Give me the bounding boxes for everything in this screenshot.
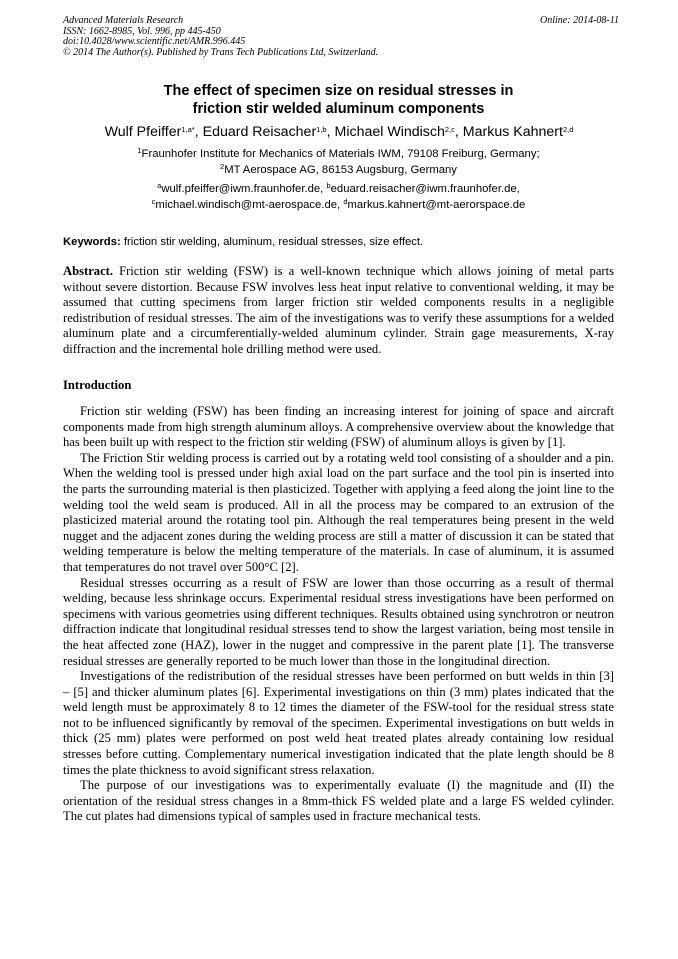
- journal-name: Advanced Materials Research: [63, 15, 184, 26]
- doi-line[interactable]: doi:10.4028/www.scientific.net/AMR.996.445: [63, 36, 246, 47]
- abstract: [63, 264, 614, 358]
- author-name: Eduard Reisacher: [202, 124, 317, 140]
- paper-title: [63, 82, 614, 118]
- paragraph: Investigations of the redistribution of the residual stresses have been performed on butt welds in thin [3] – [5] and thicker aluminum plates [6]. Experimental investigations on thin (3 mm) plates indicated that the weld length must be approximately 8 to 12 times the diameter of the FSW-tool for the residual stress state not to be influenced significantly by removal of the specimen. Experimental investigations on butt welds in thick (25 mm) plates were performed on post weld heat treated plates already containing low residual stresses before cutting. Complementary numerical investigation indicated that the plate length should be 8 times the plate thickness to avoid significant stress relaxation.: [63, 669, 614, 777]
- paragraph: The Friction Stir welding process is carried out by a rotating weld tool consisting of a shoulder and a pin. When the welding tool is pressed under high axial load on the part surface and the tool pin is inserted into the parts the surrounding material is then plasticized. Together with applying a feed along the joint line to the welding tool the weld seam is produced. All in all the process may be compared to an extrusion of the plasticized material around the rotating tool pin. Although the real temperatures being present in the weld nugget and the adjacent zones during the welding process are still a matter of discussion it can be stated that welding temperature is below the melting temperature of the materials. In case of aluminum, it is assumed that temperatures do not travel over 500°C [2].: [63, 450, 614, 574]
- author-list: Wulf Pfeiffer$^{1,a*}$, Eduard Reisacher$^{1,b}$, Michael Windisch$^{2,c}$, Markus Kahnert$^{2,d}$: [104, 124, 574, 140]
- paragraph: Residual stresses occurring as a result of FSW are lower than those occurring as a result of thermal welding, because less shrinkage occurs. Experimental residual stress investigations have been performed on specimens with various geometries using different techniques. Results obtained using synchrotron or neutron diffraction indicate that longitudinal residual stresses tend to show the largest variation, being most tensile in the heat affected zone (HAZ), lower in the nugget and compressive in the parent plate [1]. The transverse residual stresses are generally reported to be much lower than those in the longitudinal direction.: [63, 575, 614, 668]
- abstract-text: Friction stir welding (FSW) is a well-known technique which allows joining of metal parts without severe distortion. Because FSW involves less heat input relative to conventional welding, it may be assumed that cutting specimens from larger friction stir welded components results in a negligible redistribution of residual stresses. The aim of the investigations was to verify these assumptions for a welded aluminum plate and a circumferentially-welded aluminum cylinder. Strain gage measurements, X-ray diffraction and the incremental hole drilling method were used.: [63, 264, 614, 356]
- email-link[interactable]: markus.kahnert@mt-aerorspace.de: [347, 198, 526, 211]
- email-link[interactable]: michael.windisch@mt-aerospace.de,: [155, 198, 344, 211]
- email-line: $^c$michael.windisch@mt-aerospace.de, $^d$markus.kahnert@mt-aerorspace.de: [151, 196, 526, 211]
- email-link[interactable]: wulf.pfeiffer@iwm.fraunhofer.de,: [161, 183, 327, 195]
- author-sup: 1,a*: [181, 125, 195, 134]
- paragraph: The purpose of our investigations was to experimentally evaluate (I) the magnitude and (II) the orientation of the residual stress changes in a 8mm-thick FS welded plate and a large FS welded cylinder. The cut plates had dimensions typical of samples used in fracture mechanical tests.: [63, 778, 614, 824]
- author-name: Michael Windisch: [334, 124, 445, 140]
- issn-line: ISSN: 1662-8985, Vol. 996, pp 445-450: [63, 25, 221, 37]
- author-emails: [63, 182, 614, 213]
- journal-header: [63, 16, 619, 58]
- author-name: Wulf Pfeiffer: [104, 124, 182, 140]
- paragraph: Friction stir welding (FSW) has been finding an increasing interest for joining of space and aircraft components made from high strength aluminum alloys. A comprehensive overview about the knowledge that has been built up with respect to the friction stir welding (FSW) of aluminum alloys is given by [1].: [63, 404, 614, 450]
- affiliation-line: $^2$MT Aerospace AG, 86153 Augsburg, Germany: [220, 161, 457, 176]
- email-line: $^a$wulf.pfeiffer@iwm.fraunhofer.de, $^b$eduard.reisacher@iwm.fraunhofer.de,: [157, 181, 520, 195]
- author-sup: 2,c: [444, 125, 455, 134]
- affiliations: [63, 147, 614, 178]
- abstract-label: Abstract.: [63, 264, 114, 278]
- email-link[interactable]: eduard.reisacher@iwm.fraunhofer.de,: [330, 183, 520, 195]
- section-heading-introduction: Introduction: [63, 378, 132, 392]
- keywords-text: friction stir welding, aluminum, residual stresses, size effect.: [120, 236, 424, 248]
- online-date: Online: 2014-08-11: [540, 15, 619, 26]
- author-name: Markus Kahnert: [462, 124, 563, 140]
- copyright-line: © 2014 The Author(s). Published by Trans Tech Publications Ltd, Switzerland.: [63, 46, 379, 58]
- introduction-body: [63, 404, 614, 825]
- keywords: [63, 235, 614, 250]
- affiliation-line: $^1$Fraunhofer Institute for Mechanics of Materials IWM, 79108 Freiburg, Germany;: [137, 146, 540, 160]
- title-line-1: The effect of specimen size on residual stresses in: [163, 83, 514, 99]
- keywords-label: Keywords:: [63, 236, 121, 248]
- author-sup: 2,d: [562, 125, 574, 134]
- title-line-2: friction stir welded aluminum components: [192, 101, 485, 117]
- author-sup: 1,b: [316, 125, 327, 134]
